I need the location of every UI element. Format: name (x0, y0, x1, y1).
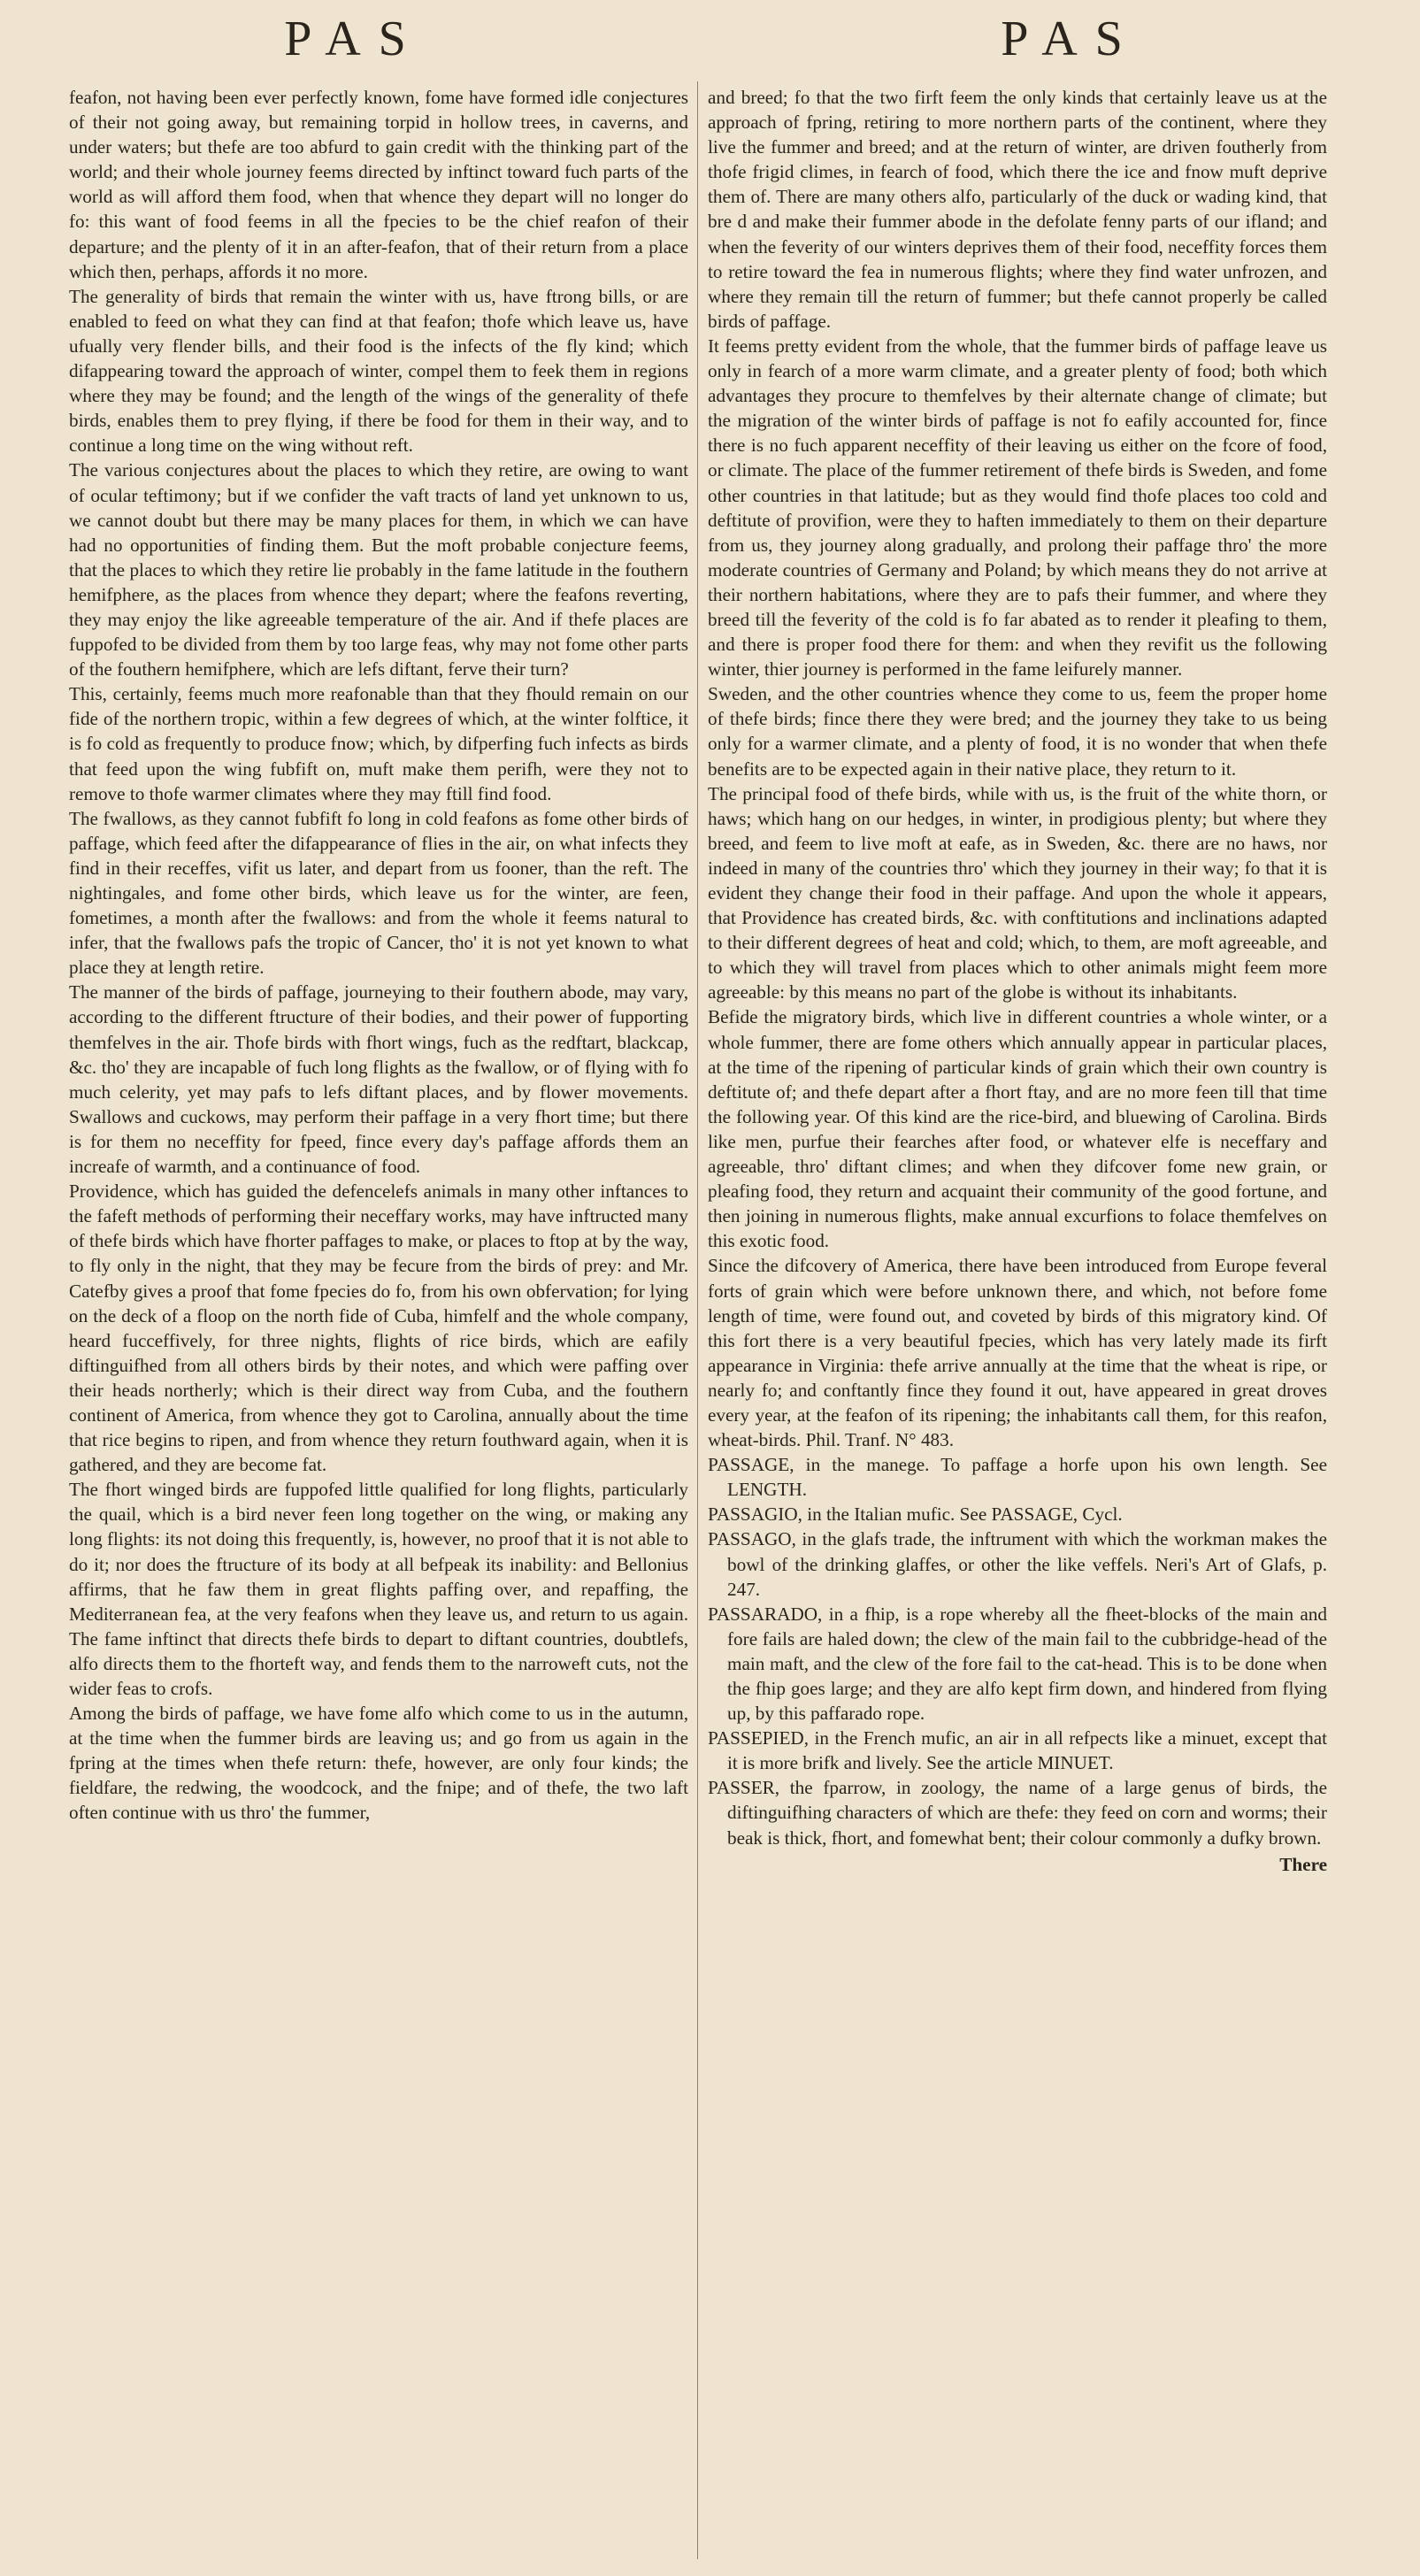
paragraph: The principal food of thefe birds, while with us, is the fruit of the white thorn, or haws; which hang on our hedges, in winter, in prodigious plenty; but where they breed, and feem to live moft at eafe, as in Sweden, &c. there are no haws, nor indeed in many of the countries thro' which they journey in their way; fo that it is evident they change their food in their paffage. And upon the whole it appears, that Providence has created birds, &c. with conftitutions and inclinations adapted to their different degrees of heat and cold; which, to them, are moft agreeable, and to which they will travel from places which to other animals might feem more agreeable: by this means no part of the globe is without its inhabitants. (708, 782, 1327, 1003)
paragraph: The various conjectures about the places to which they retire, are owing to want of ocular teftimony; but if we confider the vaft tracts of land yet unknown to us, we cannot doubt but there may be many places for them, in which we can have had no opportunities of finding them. But the moft probable conjecture feems, that the places to which they retire lie probably in the fame latitude in the fouthern hemifphere, as the places from whence they depart; where the feafons reverting, they may enjoy the like agreeable temperature of the air. And if thefe places are fuppofed to be divided from them by too large feas, why may not fome other parts of the fouthern hemifphere, which are lefs diftant, ferve their turn? (69, 459, 688, 681)
paragraph: This, certainly, feems much more reafonable than that they fhould remain on our fide of the northern tropic, within a few degrees of which, at the winter folftice, it is fo cold as frequently to produce fnow; which, by difperfing fuch infects as birds that feed upon the wing fubfift on, muft make them perifh, were they not to remove to thofe warmer climates where they may ftill find food. (69, 683, 688, 804)
left-column (69, 85, 688, 2563)
paragraph: The generality of birds that remain the winter with us, have ftrong bills, or are enabled to feed on what they can find at that feafon; thofe which leave us, have ufually very flender bills, and their food is the infects of the fly kind; which difappearing toward the approach of winter, compel them to feek them in regions where they may be found; and the length of the wings of the generality of thefe birds, enables them to prey flying, if there be food for them in their way, and to continue a long time on the wing without reft. (69, 285, 688, 457)
entry-passepied: PASSEPIED, in the French mufic, an air in all refpects like a minuet, except that it is more brifk and lively. See the article MINUET. (708, 1727, 1327, 1774)
entry-passagio: PASSAGIO, in the Italian mufic. See PASSAGE, Cycl. (708, 1503, 1123, 1526)
paragraph: feafon, not having been ever perfectly known, fome have formed idle conjectures of their not going away, but remaining torpid in hollow trees, in caverns, and under waters; but thefe are too abfurd to gain credit with the thinking part of the world; and their whole journey feems directed by inftinct toward fuch parts of the world as will afford them food, when that whence they depart will no longer do fo: this want of food feems in all the fpecies to be the chief reafon of their departure; and the plenty of it in an after-feafon, that of their return from a place which then, perhaps, affords it no more. (69, 87, 688, 282)
running-head-right: PAS (1001, 12, 1140, 66)
paragraph: and breed; fo that the two firft feem the only kinds that certainly leave us at the approach of fpring, retiring to more northern parts of the continent, where they live the fummer and breed; and at the return of winter, are driven foutherly from thofe frigid climes, in fearch of food, which there the ice and fnow muft deprive them of. There are many others alfo, particularly of the duck or wading kind, that bre d and make their fummer abode in the defolate fenny parts of our ifland; and when the feverity of our winters deprives them of their food, neceffity forces them to retire toward the fea in numerous flights; where they find water unfrozen, and where they remain till the return of fummer; but thefe cannot properly be called birds of paffage. (708, 87, 1327, 332)
catchword: There (1279, 1853, 1327, 1875)
entry-passago: PASSAGO, in the glafs trade, the inftrument with which the workman makes the bowl of the drinking glaffes, or other the like veffels. Neri's Art of Glafs, p. 247. (708, 1528, 1327, 1600)
paragraph: The manner of the birds of paffage, journeying to their fouthern abode, may vary, according to the different ftructure of their bodies, and their power of fupporting themfelves in the air. Thofe birds with fhort wings, fuch as the redftart, blackcap, &c. tho' they are incapable of fuch long flights as the fwallow, or of flying with fo much celerity, yet may pafs to lefs diftant places, and by flower movements. Swallows and cuckows, may perform their paffage in a very fhort time; but there is for them no neceffity for fpeed, fince every day's paffage affords them an increafe of warmth, and a continuance of food. (69, 981, 688, 1178)
paragraph: Among the birds of paffage, we have fome alfo which come to us in the autumn, at the time when the fummer birds are leaving us; and go from us again in the fpring at the times when thefe return: thefe, however, are only four kinds; the fieldfare, the redwing, the woodcock, and the fnipe; and of thefe, the two laft often continue with us thro' the fummer, (69, 1703, 688, 1824)
paragraph: The fwallows, as they cannot fubfift fo long in cold feafons as fome other birds of paffage, which feed after the difappearance of flies in the air, on what infects they find in their receffes, vifit us later, and depart from us fooner, than the reft. The nightingales, and fome other birds, which leave us for the winter, are feen, fometimes, a month after the fwallows: and from the whole it feems natural to infer, that the fwallows pafs the tropic of Cancer, tho' it is not yet known to what place they at length retire. (69, 807, 688, 979)
entry-passer: PASSER, the fparrow, in zoology, the name of a large genus of birds, the diftinguifhing characters of which are thefe: they feed on corn and worms; their beak is thick, fhort, and fomewhat bent; their colour commonly a dufky brown. (708, 1777, 1327, 1849)
paragraph: The fhort winged birds are fuppofed little qualified for long flights, particularly the quail, which is a bird never feen long together on the wing, or making any long flights: its not doing this frequently, is, however, no proof that it is not able to do it; nor does the ftructure of its body at all befpeak its inability: and Bellonius affirms, that he faw them in great flights paffing over, and repaffing, the Mediterranean fea, at the very feafons when they leave us, and return to us again. The fame inftinct that directs thefe birds to depart to diftant countries, doubtlefs, alfo directs them to the fhorteft way, and fends them to the narroweft cuts, not the wider feas to crofs. (69, 1479, 688, 1699)
entry-passarado: PASSARADO, in a fhip, is a rope whereby all the fheet-blocks of the main and fore fails are haled down; the clew of the main fail to the cubbridge-head of the main maft, and the clew of the fore fail to the cat-head. This is to be done when the fhip goes large; and they are alfo kept firm down, and hindered from flying up, by this paffarado rope. (708, 1603, 1327, 1725)
paragraph: Befide the migratory birds, which live in different countries a whole winter, or a whole fummer, there are fome others which annually appear in particular places, at the time of the ripening of particular kinds of grain which their own country is deftitute of; and thefe depart after a fhort ftay, and are no more feen till that time the following year. Of this kind are the rice-bird, and bluewing of Carolina. Birds like men, purfue their fearches after food, or whatever elfe is neceffary and agreeable, thro' diftant climes; and when they difcover fome new grain, or pleafing food, they return and acquaint their community of the good fortune, and then joining in numerous flights, make annual excurfions to folace themfelves on this exotic food. (708, 1006, 1327, 1252)
right-column (708, 85, 1327, 2563)
paragraph: Since the difcovery of America, there have been introduced from Europe feveral forts of grain which were before unknown there, and which, not before fome length of time, were found out, and coveted by birds of this migratory kind. Of this fort there is a very beautiful fpecies, which has very lately made its firft appearance in Virginia: thefe arrive annually at the time that the wheat is ripe, or nearly fo; and conftantly fince they found it out, have appeared in great droves every year, at the feafon of its ripening; the inhabitants call them, for this reafon, wheat-birds. Phil. Tranf. N° 483. (708, 1255, 1327, 1451)
column-divider (697, 81, 698, 2559)
running-head-left: PAS (284, 12, 424, 66)
paragraph: It feems pretty evident from the whole, that the fummer birds of paffage leave us only in fearch of a more warm climate, and a greater plenty of food; both which advantages they procure to themfelves by their alternate change of climate; but the migration of the winter birds of paffage is not fo eafily accounted for, fince there is no fuch apparent neceffity of their leaving us either on the fcore of food, or climate. The place of the fummer retirement of thefe birds is Sweden, and fome other countries in that latitude; but as they would find thofe places too cold and deftitute of provifion, were they to haften immediately to them on their departure from us, they journey along gradually, and prolong their paffage thro' the more moderate countries of Germany and Poland; by which means they do not arrive at their northern habitations, where they are to pafs their fummer, and where they breed till the feverity of the cold is fo far abated as to render it pleafing to them, and there is proper food there for them: and when they revifit us the following winter, thier journey is performed in the fame leifurely manner. (708, 334, 1327, 681)
paragraph: Sweden, and the other countries whence they come to us, feem the proper home of thefe birds; fince there they were bred; and the journey they take to us being only for a warmer climate, and a plenty of food, it is no wonder that when thefe benefits are to be expected again in their native place, they return to it. (708, 683, 1327, 780)
paragraph: Providence, which has guided the defencelefs animals in many other inftances to the fafeft methods of performing their neceffary works, may have inftructed many of thefe birds which have fhorter paffages to make, or places to ftop at by the way, to fly only in the night, that they may be fecure from the birds of prey: and Mr. Catefby gives a proof that fome fpecies do fo, from his own obfervation; for lying on the deck of a floop on the north fide of Cuba, himfelf and the whole company, heard fucceffively, for three nights, flights of rice birds, which are eafily diftinguifhed from all others birds by their notes, and which were paffing over their heads northerly; which is their direct way from Cuba, and the fouthern continent of America, from whence they got to Carolina, annually about the time that rice begins to ripen, and from whence they return fouthward again, when it is gathered, and they are become fat. (69, 1180, 688, 1476)
entry-passage: PASSAGE, in the manege. To paffage a horfe upon his own length. See LENGTH. (708, 1454, 1327, 1501)
